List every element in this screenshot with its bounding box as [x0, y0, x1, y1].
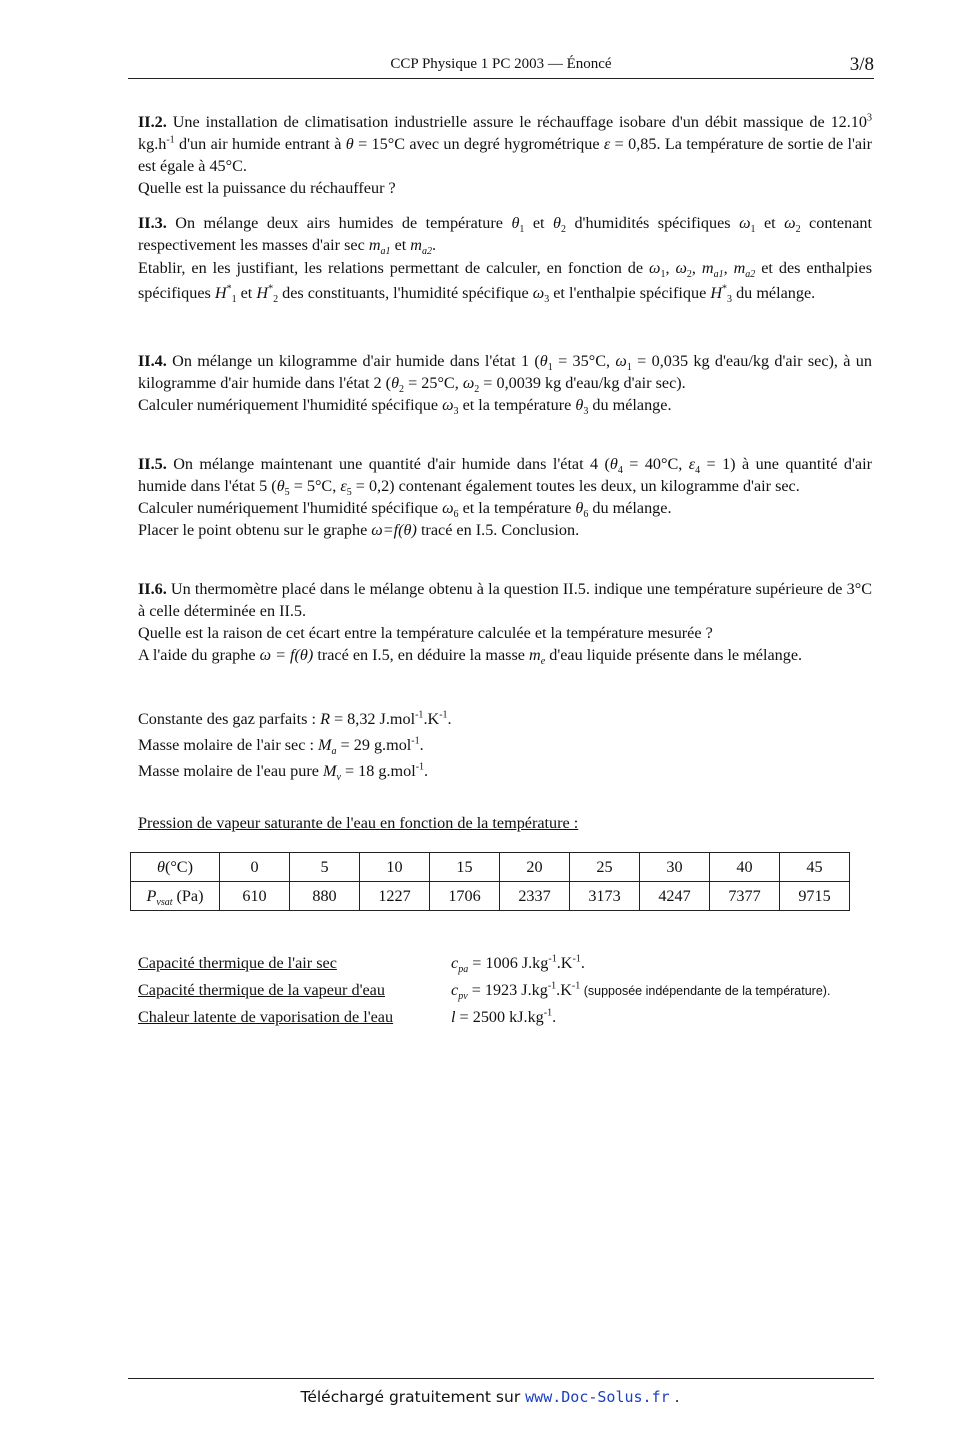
text-run: = 18 g.mol: [340, 762, 416, 780]
text-run: Une installation de climatisation industrielle assure le réchauffage isobare d'un débit massique de 12.10: [166, 113, 867, 131]
subscript: 2: [795, 224, 801, 236]
symbol-m: m: [410, 236, 422, 254]
table-cell: 25: [570, 853, 640, 882]
text-run: Calculer numériquement l'humidité spécifique: [138, 396, 443, 414]
text-run: (°C): [164, 857, 193, 876]
text-run: d'eau liquide présente dans le mélange.: [545, 646, 803, 664]
question-text: Quelle est la puissance du réchauffeur ?: [138, 179, 396, 197]
symbol-m: m: [368, 236, 381, 254]
subscript: 1: [231, 294, 237, 306]
text-run: Masse molaire de l'eau pure: [138, 762, 323, 780]
text-run: Masse molaire de l'air sec :: [138, 736, 319, 754]
text-run: des constituants, l'humidité spécifique: [278, 284, 533, 302]
text-run: Calculer numériquement l'humidité spécifique: [138, 499, 443, 517]
symbol-h: H: [256, 284, 269, 302]
text-run: .: [669, 1388, 680, 1406]
subscript: e: [540, 656, 546, 668]
header-title: CCP Physique 1 PC 2003 — Énoncé: [390, 56, 612, 72]
symbol-omega: ω: [649, 259, 661, 277]
text-run: Un thermomètre placé dans le mélange obtenu à la question II.5. indique une température supérieure de 3°C à celle déterminée en II.5.: [138, 580, 872, 620]
exponent: -1: [415, 761, 425, 773]
text-run: .K: [556, 981, 572, 999]
question-ii-6: [138, 578, 872, 666]
table-row-temperature: [131, 853, 850, 882]
table-cell: 7377: [710, 882, 780, 911]
subscript: a: [331, 746, 337, 758]
property-name: Chaleur latente de vaporisation de l'eau: [138, 1008, 394, 1026]
question-text: [138, 394, 872, 416]
symbol-omega: ω: [615, 352, 627, 370]
exponent: 3: [867, 112, 872, 124]
text-run: .: [552, 1008, 557, 1026]
row-header-temperature: [131, 853, 220, 882]
symbol-m: M: [318, 736, 332, 754]
symbol-omega: ω: [739, 214, 751, 232]
text-run: d'humidités spécifiques: [565, 214, 740, 232]
text-run: .: [432, 236, 437, 254]
text-run: = 8,32 J.mol: [329, 710, 416, 728]
text-run: (Pa): [172, 886, 204, 905]
text-run: .: [424, 762, 429, 780]
text-run: ,: [665, 259, 676, 277]
question-ii-4: [138, 350, 872, 416]
text-run: .: [419, 736, 424, 754]
subscript: 3: [727, 294, 733, 306]
table-cell: 30: [640, 853, 710, 882]
symbol-l: l: [451, 1008, 456, 1026]
subscript: 5: [346, 487, 352, 499]
exponent: -1: [547, 980, 557, 992]
subscript: 1: [626, 362, 632, 374]
question-text: Quelle est la raison de cet écart entre la température calculée et la température mesurée ?: [138, 624, 713, 642]
symbol-c: c: [451, 954, 459, 972]
symbol-omega: ω: [442, 396, 454, 414]
subscript: v: [336, 772, 341, 784]
symbol-theta: θ: [511, 214, 520, 232]
symbol-theta: θ: [609, 455, 618, 473]
page-footer: [0, 1388, 980, 1406]
text-run: du mélange.: [588, 499, 672, 517]
question-text: [138, 212, 872, 256]
subscript: 3: [453, 406, 459, 418]
vapour-pressure-table: [130, 852, 850, 911]
text-run: .K: [423, 710, 440, 728]
table-cell: 5: [290, 853, 360, 882]
question-label: II.4.: [138, 352, 167, 370]
text-run: On mélange deux airs humides de température: [166, 214, 512, 232]
symbol-c: c: [451, 981, 459, 999]
subscript: 2: [399, 384, 405, 396]
text-run: = 5°C,: [289, 477, 341, 495]
symbol-theta: θ: [575, 499, 584, 517]
question-ii-5: [138, 453, 872, 541]
subscript: pv: [458, 991, 468, 1003]
subscript: 1: [750, 224, 756, 236]
table-cell: 9715: [780, 882, 850, 911]
symbol-omega: ω: [442, 499, 454, 517]
subscript: 6: [583, 509, 589, 521]
symbol-h: H: [710, 284, 723, 302]
symbol-m: M: [322, 762, 337, 780]
row-header-pressure: [131, 882, 220, 911]
subscript: a1: [380, 246, 391, 258]
footer-link[interactable]: www.Doc-Solus.fr: [525, 1388, 670, 1406]
text-run: .: [447, 710, 452, 728]
table-cell: 40: [710, 853, 780, 882]
exponent: -1: [411, 735, 420, 747]
subscript: 2: [560, 224, 566, 236]
text-run: = 1) à une quantité d'air humide dans l'état 5 (: [138, 455, 872, 495]
question-label: II.2.: [138, 113, 167, 131]
page-header: [128, 54, 874, 78]
subscript: a1: [713, 269, 724, 281]
symbol-m: m: [529, 646, 541, 664]
constants-list: [138, 706, 452, 784]
text-run: et: [755, 214, 785, 232]
subscript: 1: [547, 362, 553, 374]
property-name: Capacité thermique de la vapeur d'eau: [138, 981, 385, 999]
symbol-m: m: [701, 259, 714, 277]
text-run: .: [580, 954, 585, 972]
subscript: vsat: [156, 896, 173, 908]
formula: ω = f(θ): [259, 646, 314, 664]
text-run: = 0,85. La température de sortie de l'air est égale à 45°C.: [138, 135, 873, 175]
symbol-epsilon: ε: [688, 455, 696, 473]
subscript: 3: [544, 294, 550, 306]
property-value: [451, 950, 585, 977]
property-name: Capacité thermique de l'air sec: [138, 954, 337, 972]
constant-ma: [138, 732, 452, 758]
table-cell: 880: [290, 882, 360, 911]
text-run: On mélange un kilogramme d'air humide dans l'état 1 (: [166, 352, 540, 370]
table-cell: 0: [220, 853, 290, 882]
text-run: = 29 g.mol: [336, 736, 412, 754]
text-run: = 0,2) contenant également toutes les deux, un kilogramme d'air sec.: [351, 477, 800, 495]
symbol-omega: ω: [532, 284, 545, 302]
table-cell: 20: [500, 853, 570, 882]
question-text: [138, 111, 872, 177]
symbol-theta: θ: [553, 214, 561, 232]
text-run: = 15°C avec un degré hygrométrique: [353, 135, 604, 153]
symbol-h: H: [214, 284, 227, 302]
symbol-theta: θ: [575, 396, 584, 414]
table-cell: 1706: [430, 882, 500, 911]
constant-mv: [138, 758, 452, 784]
subscript: a2: [422, 246, 432, 258]
text-run: = 25°C,: [404, 374, 463, 392]
exponent: -1: [571, 980, 581, 992]
symbol-theta: θ: [156, 857, 165, 876]
text-run: = 1006 J.kg: [468, 954, 549, 972]
subscript: pa: [458, 964, 469, 976]
symbol-omega: ω: [675, 259, 687, 277]
symbol-omega: ω: [784, 214, 796, 232]
question-text: [138, 497, 872, 519]
text-run: tracé en I.5, en déduire la masse: [313, 646, 530, 664]
header-rule: [128, 78, 874, 79]
text-run: = 35°C,: [552, 352, 616, 370]
table-row-pressure: [131, 882, 850, 911]
subscript: 1: [660, 269, 666, 281]
subscript: 2: [686, 269, 692, 281]
property-value: [451, 977, 830, 1005]
subscript: a2: [745, 269, 756, 281]
text-run: = 1923 J.kg: [467, 981, 548, 999]
footer-text: Téléchargé gratuitement sur: [300, 1388, 526, 1406]
text-run: et la température: [458, 499, 576, 517]
question-ii-2: [138, 111, 872, 199]
table-cell: 1227: [360, 882, 430, 911]
table-cell: 4247: [640, 882, 710, 911]
text-run: du mélange.: [588, 396, 672, 414]
text-run: A l'aide du graphe: [138, 646, 260, 664]
subscript: 1: [519, 224, 525, 236]
text-run: ,: [691, 259, 702, 277]
question-text: [138, 350, 872, 394]
property-note: (supposée indépendante de la température).: [580, 984, 831, 998]
question-ii-3: [138, 212, 872, 306]
text-run: contenant respectivement les masses d'air sec: [138, 214, 872, 254]
text-run: = 0,035 kg d'eau/kg d'air sec), à un kilogramme d'air humide dans l'état 2 (: [138, 352, 872, 392]
text-run: tracé en I.5. Conclusion.: [416, 521, 580, 539]
text-run: et l'enthalpie spécifique: [549, 284, 711, 302]
subscript: 4: [695, 465, 701, 477]
table-title: Pression de vapeur saturante de l'eau en fonction de la température :: [138, 814, 579, 832]
text-run: = 0,0039 kg d'eau/kg d'air sec).: [479, 374, 686, 392]
exponent: -1: [415, 709, 424, 721]
subscript: 5: [284, 487, 290, 499]
question-text: [138, 453, 872, 497]
symbol-theta: θ: [345, 135, 354, 153]
table-cell: 2337: [500, 882, 570, 911]
question-text: [138, 256, 872, 306]
text-run: Placer le point obtenu sur le graphe: [138, 521, 372, 539]
text-run: et la température: [458, 396, 576, 414]
text-run: et des enthalpies spécifiques: [138, 259, 873, 302]
text-run: Etablir, en les justifiant, les relations permettant de calculer, en fonction de: [138, 259, 650, 277]
footer-rule: [128, 1378, 874, 1379]
question-text: [138, 578, 872, 622]
superscript: *: [268, 283, 274, 295]
subscript: 2: [273, 294, 279, 306]
text-run: ,: [723, 259, 734, 277]
subscript: 3: [583, 406, 589, 418]
text-run: Constante des gaz parfaits :: [138, 710, 321, 728]
symbol-epsilon: ε: [340, 477, 347, 495]
text-run: kg.h: [138, 135, 167, 153]
text-run: et: [236, 284, 257, 302]
subscript: 6: [453, 509, 459, 521]
symbol-theta: θ: [539, 352, 548, 370]
question-label: II.3.: [138, 214, 167, 232]
superscript: *: [226, 283, 232, 295]
formula: ω=f(θ): [371, 521, 417, 539]
text-run: = 40°C,: [622, 455, 689, 473]
symbol-r: R: [320, 710, 330, 728]
text-run: d'un air humide entrant à: [174, 135, 346, 153]
question-text: [138, 644, 872, 666]
table-cell: 15: [430, 853, 500, 882]
symbol-epsilon: ε: [603, 135, 611, 153]
table-cell: 610: [220, 882, 290, 911]
exponent: -1: [548, 953, 557, 965]
symbol-p: P: [146, 886, 157, 905]
question-label: II.5.: [138, 455, 167, 473]
table-cell: 10: [360, 853, 430, 882]
constant-r: [138, 706, 452, 732]
text-run: = 2500 kJ.kg: [455, 1008, 544, 1026]
exponent: -1: [572, 953, 581, 965]
exponent: -1: [543, 1007, 553, 1019]
question-text: [138, 519, 872, 541]
symbol-m: m: [733, 259, 746, 277]
text-run: On mélange maintenant une quantité d'air humide dans l'état 4 (: [166, 455, 610, 473]
exponent: -1: [439, 709, 448, 721]
page-number: 3/8: [849, 54, 874, 75]
table-cell: 45: [780, 853, 850, 882]
text-run: .K: [556, 954, 573, 972]
symbol-theta: θ: [276, 477, 285, 495]
property-value: [451, 1004, 556, 1031]
text-run: et: [524, 214, 554, 232]
symbol-omega: ω: [462, 374, 475, 392]
superscript: *: [722, 283, 728, 295]
subscript: 2: [474, 384, 480, 396]
subscript: 4: [617, 465, 623, 477]
question-label: II.6.: [138, 580, 167, 598]
table-cell: 3173: [570, 882, 640, 911]
text-run: du mélange.: [732, 284, 816, 302]
exponent: -1: [166, 134, 175, 146]
text-run: et: [390, 236, 411, 254]
symbol-theta: θ: [391, 374, 400, 392]
